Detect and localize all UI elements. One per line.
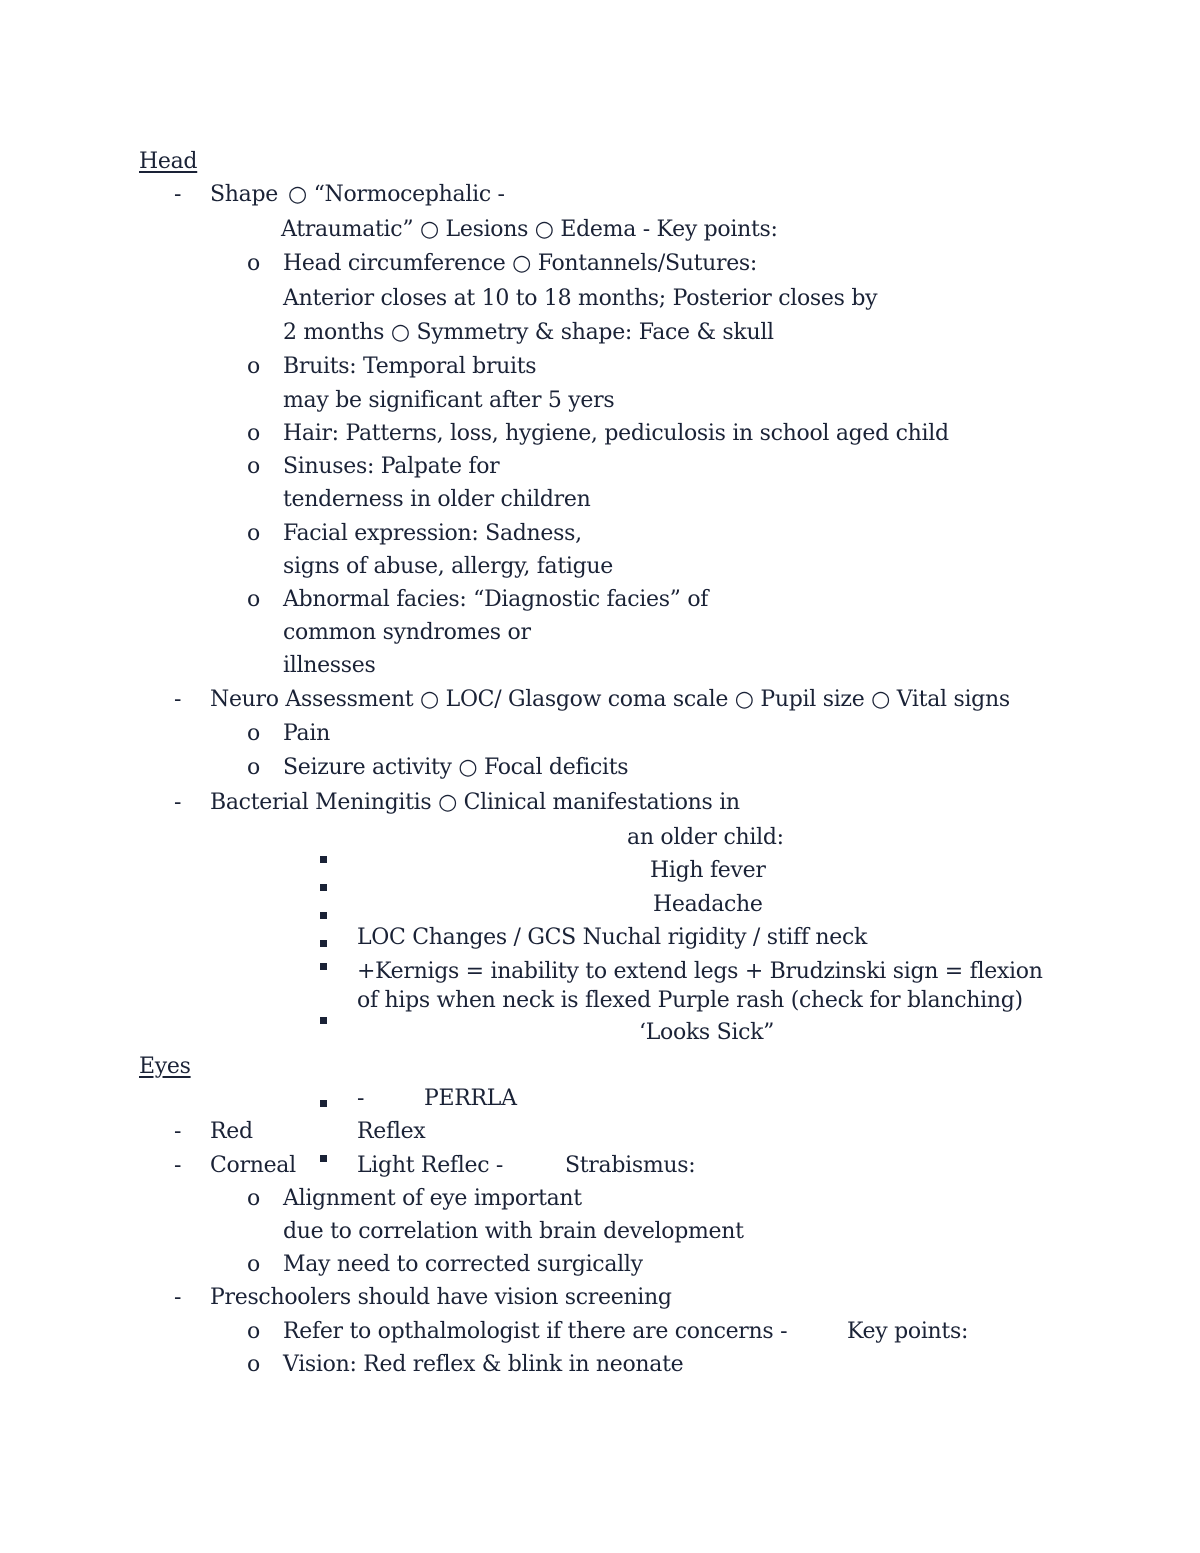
line-older-child: an older child: (627, 825, 784, 850)
line-hips-flexed: of hips when neck is flexed Purple rash (check for blanching) (357, 988, 1023, 1013)
line-pain: Pain (283, 721, 330, 746)
square-bullet (320, 1017, 327, 1024)
bullet-o: o (247, 1186, 260, 1211)
line-head-circumference: Head circumference ○ Fontannels/Sutures: (283, 251, 758, 276)
line-reflex: Reflex (357, 1119, 426, 1144)
section-title-eyes: Eyes (139, 1054, 191, 1079)
line-headache: Headache (653, 892, 763, 917)
line-loc-changes: LOC Changes / GCS Nuchal rigidity / stiff neck (357, 925, 868, 950)
square-bullet (320, 856, 327, 863)
line-high-fever: High fever (650, 858, 766, 883)
square-bullet (320, 1100, 327, 1107)
line-shape-rest: ○ “Normocephalic - (288, 182, 505, 207)
line-strabismus: Strabismus: (565, 1153, 696, 1178)
line-refer: Refer to opthalmologist if there are concerns - (283, 1319, 788, 1344)
bullet-o: o (247, 251, 260, 276)
line-facial-cont: signs of abuse, allergy, fatigue (283, 554, 614, 579)
square-bullet (320, 912, 327, 919)
bullet-dash: - (174, 790, 182, 815)
line-perrla: PERRLA (424, 1086, 517, 1111)
line-neuro-assessment: Neuro Assessment ○ LOC/ Glasgow coma scale ○ Pupil size ○ Vital signs (210, 687, 1010, 712)
line-anterior: Anterior closes at 10 to 18 months; Posterior closes by (283, 286, 878, 311)
line-hair: Hair: Patterns, loss, hygiene, pediculosis in school aged child (283, 421, 949, 446)
line-sinuses: Sinuses: Palpate for (283, 454, 500, 479)
bullet-o: o (247, 421, 260, 446)
line-abnormal-cont: common syndromes or (283, 620, 531, 645)
bullet-o: o (247, 1319, 260, 1344)
bullet-dash: - (174, 1153, 182, 1178)
square-bullet (320, 1155, 327, 1162)
line-light-reflec: Light Reflec - (357, 1153, 504, 1178)
bullet-o: o (247, 755, 260, 780)
line-atraumatic: Atraumatic” ○ Lesions ○ Edema - Key points: (281, 217, 778, 242)
line-red: Red (210, 1119, 253, 1144)
line-surgically: May need to corrected surgically (283, 1252, 643, 1277)
bullet-dash: - (174, 1285, 182, 1310)
bullet-dash: - (174, 687, 182, 712)
bullet-o: o (247, 454, 260, 479)
line-kernigs: +Kernigs = inability to extend legs + Brudzinski sign = flexion (357, 959, 1043, 984)
line-abnormal-facies: Abnormal facies: “Diagnostic facies” of (283, 587, 709, 612)
bullet-dash: - (357, 1086, 365, 1111)
square-bullet (320, 884, 327, 891)
bullet-o: o (247, 354, 260, 379)
square-bullet (320, 940, 327, 947)
bullet-o: o (247, 521, 260, 546)
bullet-dash: - (174, 182, 182, 207)
line-bacterial-meningitis: Bacterial Meningitis ○ Clinical manifestations in (210, 790, 740, 815)
bullet-dash: - (174, 1119, 182, 1144)
line-symmetry: 2 months ○ Symmetry & shape: Face & skull (283, 320, 774, 345)
bullet-o: o (247, 1352, 260, 1377)
line-key-points: Key points: (847, 1319, 969, 1344)
line-sinuses-cont: tenderness in older children (283, 487, 591, 512)
line-seizure: Seizure activity ○ Focal deficits (283, 755, 629, 780)
line-bruits: Bruits: Temporal bruits (283, 354, 537, 379)
line-illnesses: illnesses (283, 653, 376, 678)
bullet-o: o (247, 1252, 260, 1277)
line-shape: Shape (210, 182, 278, 207)
line-alignment: Alignment of eye important (283, 1186, 582, 1211)
section-title-head: Head (139, 149, 198, 174)
line-alignment-cont: due to correlation with brain development (283, 1219, 744, 1244)
bullet-o: o (247, 587, 260, 612)
line-looks-sick: ‘Looks Sick” (639, 1020, 775, 1045)
line-corneal: Corneal (210, 1153, 296, 1178)
line-vision: Vision: Red reflex & blink in neonate (283, 1352, 684, 1377)
bullet-o: o (247, 721, 260, 746)
line-bruits-cont: may be significant after 5 yers (283, 388, 615, 413)
line-preschoolers: Preschoolers should have vision screening (210, 1285, 672, 1310)
square-bullet (320, 963, 327, 970)
line-facial-expression: Facial expression: Sadness, (283, 521, 582, 546)
